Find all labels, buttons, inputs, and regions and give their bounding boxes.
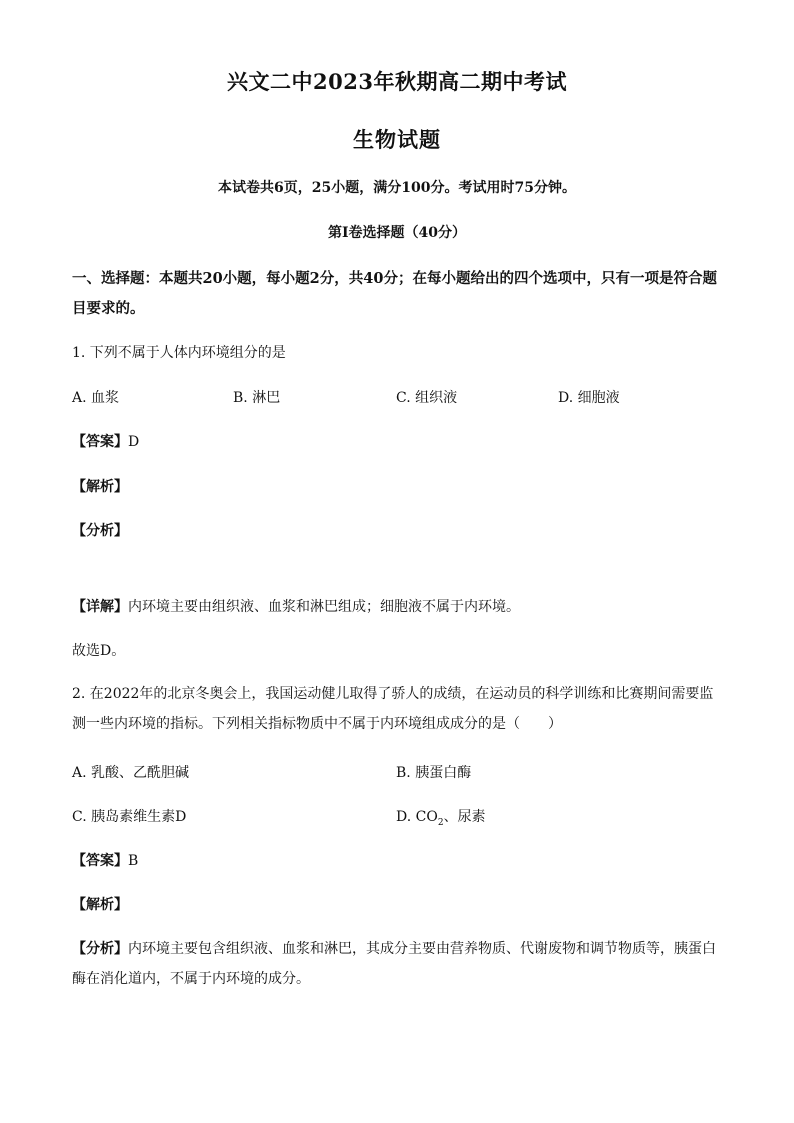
q1-option-a: A. 血浆	[72, 390, 120, 406]
option-d-text: D. CO	[396, 809, 438, 825]
question-2-stem: 2. 在2022年的北京冬奥会上，我国运动健儿取得了骄人的成绩，在运动员的科学训练和比赛期间需要监测一些内环境的指标。下列相关指标物质中不属于内环境组成成分的是（ ）	[72, 686, 714, 732]
q1-detail	[72, 596, 520, 616]
q1-option-c: C. 组织液	[396, 390, 458, 406]
subject-title: 生物试题	[353, 127, 441, 152]
q1-option-d: D. 细胞液	[558, 390, 620, 406]
option-d-tail: 、尿素	[443, 809, 486, 825]
detail-text: 内环境主要由组织液、血浆和淋巴组成；细胞液不属于内环境。	[128, 599, 520, 615]
exam-title: 兴文二中2023年秋期高二期中考试	[227, 69, 567, 94]
section-title: 第I卷选择题（40分）	[327, 225, 467, 241]
q1-option-b: B. 淋巴	[233, 390, 281, 406]
part-instructions: 一、选择题：本题共20小题，每小题2分，共40分；在每小题给出的四个选项中，只有一项是符合题目要求的。	[72, 270, 717, 317]
answer-value: B	[128, 853, 139, 869]
q2-analysis-tag: 【解析】	[72, 897, 128, 913]
option-d-subscript: 2	[437, 817, 444, 828]
q2-option-d	[396, 806, 486, 828]
q1-conclusion: 故选D。	[72, 643, 126, 659]
answer-value: D	[128, 434, 140, 450]
answer-tag: 【答案】	[72, 853, 128, 869]
exam-info: 本试卷共6页，25小题，满分100分。考试用时75分钟。	[218, 180, 576, 196]
q2-option-c: C. 胰岛素维生素D	[72, 809, 187, 825]
fenxi-text: 内环境主要包含组织液、血浆和淋巴，其成分主要由营养物质、代谢废物和调节物质等，胰蛋白酶在消化道内，不属于内环境的成分。	[72, 941, 716, 987]
q1-fenxi-tag: 【分析】	[72, 523, 128, 539]
q2-option-a: A. 乳酸、乙酰胆碱	[72, 765, 190, 781]
fenxi-tag: 【分析】	[72, 941, 128, 957]
q2-answer	[72, 850, 138, 870]
detail-tag: 【详解】	[72, 599, 128, 615]
q2-option-b: B. 胰蛋白酶	[396, 765, 472, 781]
q1-analysis-tag: 【解析】	[72, 479, 128, 495]
answer-tag: 【答案】	[72, 434, 128, 450]
q1-answer	[72, 431, 139, 451]
question-1-stem: 1. 下列不属于人体内环境组分的是	[72, 345, 286, 361]
q2-fenxi	[72, 934, 722, 994]
